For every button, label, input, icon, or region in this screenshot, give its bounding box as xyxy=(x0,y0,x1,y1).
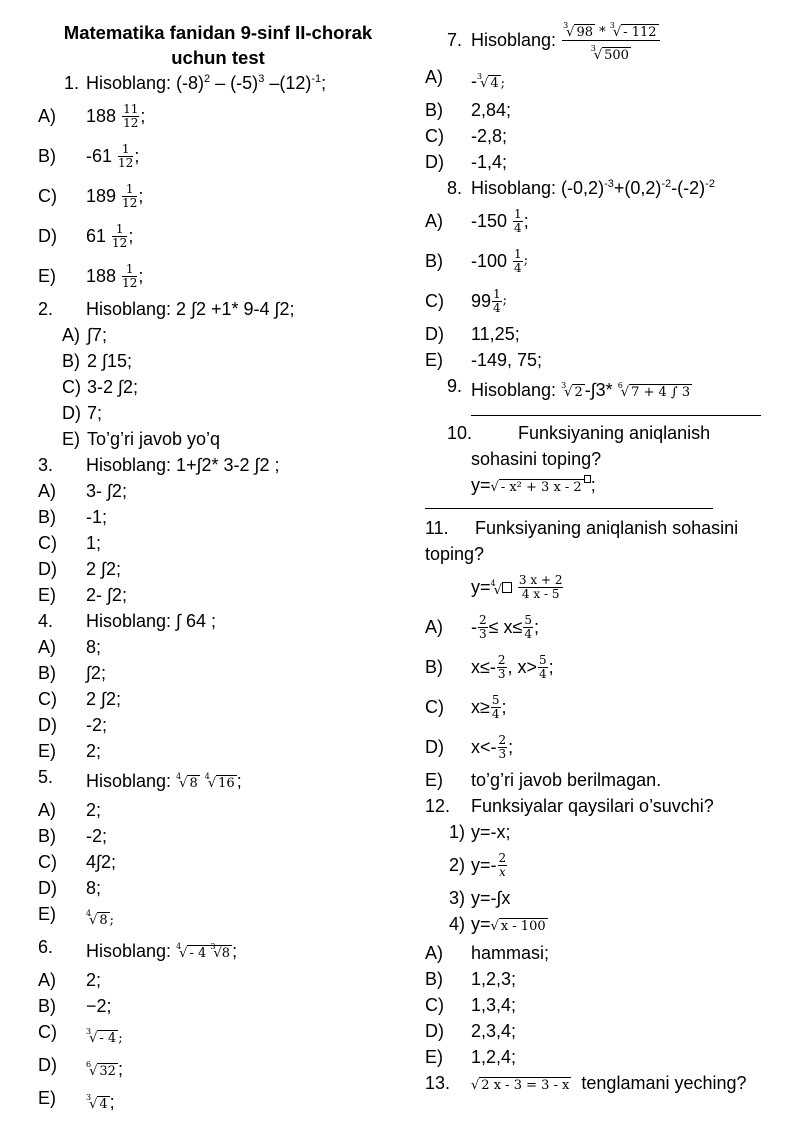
q12-option-e[interactable]: E) 1,2,4; xyxy=(425,1047,517,1067)
q8-option-d[interactable]: D) 11,25; xyxy=(425,324,520,344)
q5-option-c[interactable]: C) 4∫2; xyxy=(38,852,116,872)
title-line-2: uchun test xyxy=(171,47,265,68)
question-11: 11. Funksiyaning aniqlanish sohasini xyxy=(425,518,739,538)
q11-option-d[interactable]: D) x<- $\frac{2}{3}$ ; xyxy=(425,732,514,761)
q4-option-b[interactable]: B) ∫2; xyxy=(38,663,106,683)
q11-function: y= $^4$√ $\frac{3 x + 2}{4 x - 5}$ xyxy=(471,572,563,601)
q6-option-b[interactable]: B) −2; xyxy=(38,996,112,1016)
q12-option-a[interactable]: A) hammasi; xyxy=(425,943,550,963)
q3-option-c[interactable]: C) 1; xyxy=(38,533,102,553)
question-2: 2. Hisoblang: 2 ∫2 +1* 9-4 ∫2; xyxy=(38,299,295,319)
q12-option-b[interactable]: B) 1,2,3; xyxy=(425,969,517,989)
q5-option-b[interactable]: B) -2; xyxy=(38,826,108,846)
q4-option-d[interactable]: D) -2; xyxy=(38,715,108,735)
q6-option-e[interactable]: E) $^3$√ 4 ; xyxy=(38,1088,115,1112)
q3-option-d[interactable]: D) 2 ∫2; xyxy=(38,559,121,579)
question-1 xyxy=(38,70,398,96)
q6-option-a[interactable]: A) 2; xyxy=(38,970,102,990)
q3-option-a[interactable]: A) 3- ∫2; xyxy=(38,481,127,501)
q2-option-e[interactable]: E) To’g’ri javob yo’q xyxy=(62,429,221,449)
q11-option-e[interactable]: E) to’g’ri javob berilmagan. xyxy=(425,770,662,790)
question-10: 10. Funksiyaning aniqlanish xyxy=(447,423,711,443)
q7-option-b[interactable]: B) 2,84; xyxy=(425,100,512,120)
question-3: 3. Hisoblang: 1+∫2* 3-2 ∫2 ; xyxy=(38,455,280,475)
q1-option-b[interactable]: B) -61 $\frac{1}{12}$ ; xyxy=(38,141,140,170)
q12-item-1: 1) y=-x; xyxy=(449,822,511,842)
question-6: 6. Hisoblang: $^4$√ - 4 $^3$√8 ; xyxy=(38,937,238,961)
q7-fraction: $\frac{^3√ 98 * ^3√ - 112}{^3√ 500}$ xyxy=(562,18,659,63)
right-column xyxy=(425,16,770,1099)
q1-option-c[interactable]: C) 189 $\frac{1}{12}$ ; xyxy=(38,181,144,210)
q4-option-e[interactable]: E) 2; xyxy=(38,741,102,761)
question-13: 13. √ 2 x - 3 = 3 - x tenglamani yeching? xyxy=(425,1073,747,1093)
question-text: Hisoblang: $(-8)^2 - (-5)^3$ $-(12)^{-1}$; xyxy=(86,73,327,93)
question-10-cont: sohasini toping? xyxy=(471,449,602,469)
question-12: 12. Funksiyalar qaysilari o’suvchi? xyxy=(425,796,714,816)
question-5: 5. Hisoblang: $^4$√ 8 $^4$√ 16 ; xyxy=(38,767,242,791)
q12-item-3: 3) y=-∫x xyxy=(449,888,511,908)
q2-option-a[interactable]: A) ∫7; xyxy=(62,325,107,345)
q11-option-b[interactable]: B) x≤- $\frac{2}{3}$ , x> $\frac{5}{4}$ ; xyxy=(425,652,554,681)
q2-option-c[interactable]: C) 3-2 ∫2; xyxy=(62,377,138,397)
q4-option-c[interactable]: C) 2 ∫2; xyxy=(38,689,121,709)
q7-option-a[interactable]: A) -$^3$√ 4 ; xyxy=(425,67,506,91)
q8-option-b[interactable]: B) -100 $\frac{1}{4}$ ; xyxy=(425,246,529,275)
question-number: 1. xyxy=(64,73,80,93)
q9-answer-line xyxy=(425,406,770,420)
q3-option-e[interactable]: E) 2- ∫2; xyxy=(38,585,127,605)
q1-option-e[interactable]: E) 188 $\frac{1}{12}$ ; xyxy=(38,261,144,290)
q12-item-4: 4) y=√ x - 100 xyxy=(449,914,546,934)
q5-option-a[interactable]: A) 2; xyxy=(38,800,102,820)
placeholder-box-icon xyxy=(584,475,591,483)
q1-option-d[interactable]: D) 61 $\frac{1}{12}$ ; xyxy=(38,221,134,250)
question-4: 4. Hisoblang: ∫ 64 ; xyxy=(38,611,217,631)
q12-option-d[interactable]: D) 2,3,4; xyxy=(425,1021,517,1041)
q12-item-2: 2) y=- $\frac{2}{x}$ xyxy=(449,850,507,879)
q11-option-c[interactable]: C) x≥ $\frac{5}{4}$ ; xyxy=(425,692,507,721)
q10-answer-line xyxy=(425,501,770,515)
question-7: 7. Hisoblang: $\frac{^3√ 98 * ^3√ - 112}{^3√ 500}$ xyxy=(425,16,770,64)
question-8: 8. Hisoblang: $(-0,2)^{-3}+(0,2)^{-2}-(-2)^{-2}$ xyxy=(447,178,715,198)
q2-option-b[interactable]: B) 2 ∫15; xyxy=(62,351,132,371)
placeholder-box-icon xyxy=(502,582,512,593)
q8-option-c[interactable]: C) 99 $\frac{1}{4}$ ; xyxy=(425,286,508,315)
q7-option-d[interactable]: D) -1,4; xyxy=(425,152,508,172)
q10-function: y=√ - x² + 3 x - 2 ; xyxy=(471,475,596,495)
q5-option-e[interactable]: E) $^4$√ 8 ; xyxy=(38,904,115,928)
question-11-cont: toping? xyxy=(425,544,485,564)
q11-option-a[interactable]: A) - $\frac{2}{3}$ ≤ x≤ $\frac{5}{4}$ ; xyxy=(425,612,540,641)
q8-option-a[interactable]: A) -150 $\frac{1}{4}$ ; xyxy=(425,206,529,235)
q3-option-b[interactable]: B) -1; xyxy=(38,507,108,527)
q6-option-d[interactable]: D) $^6$√ 32 ; xyxy=(38,1055,123,1079)
title-line-1: Matematika fanidan 9-sinf II-chorak xyxy=(63,22,373,43)
q5-option-d[interactable]: D) 8; xyxy=(38,878,102,898)
q12-option-c[interactable]: C) 1,3,4; xyxy=(425,995,517,1015)
q6-option-c[interactable]: C) $^3$√ - 4 ; xyxy=(38,1022,123,1046)
page-title xyxy=(38,20,398,70)
left-column xyxy=(38,16,398,1118)
q1-option-a[interactable]: A) 188 $\frac{11}{12}$ ; xyxy=(38,101,146,130)
q4-option-a[interactable]: A) 8; xyxy=(38,637,102,657)
q7-option-c[interactable]: C) -2,8; xyxy=(425,126,508,146)
q8-option-e[interactable]: E) -149, 75; xyxy=(425,350,543,370)
question-9: 9. Hisoblang: $^3$√ 2 -∫3* $^6$√ 7 + 4 ∫ 3 xyxy=(447,376,691,400)
q2-option-d[interactable]: D) 7; xyxy=(62,403,103,423)
